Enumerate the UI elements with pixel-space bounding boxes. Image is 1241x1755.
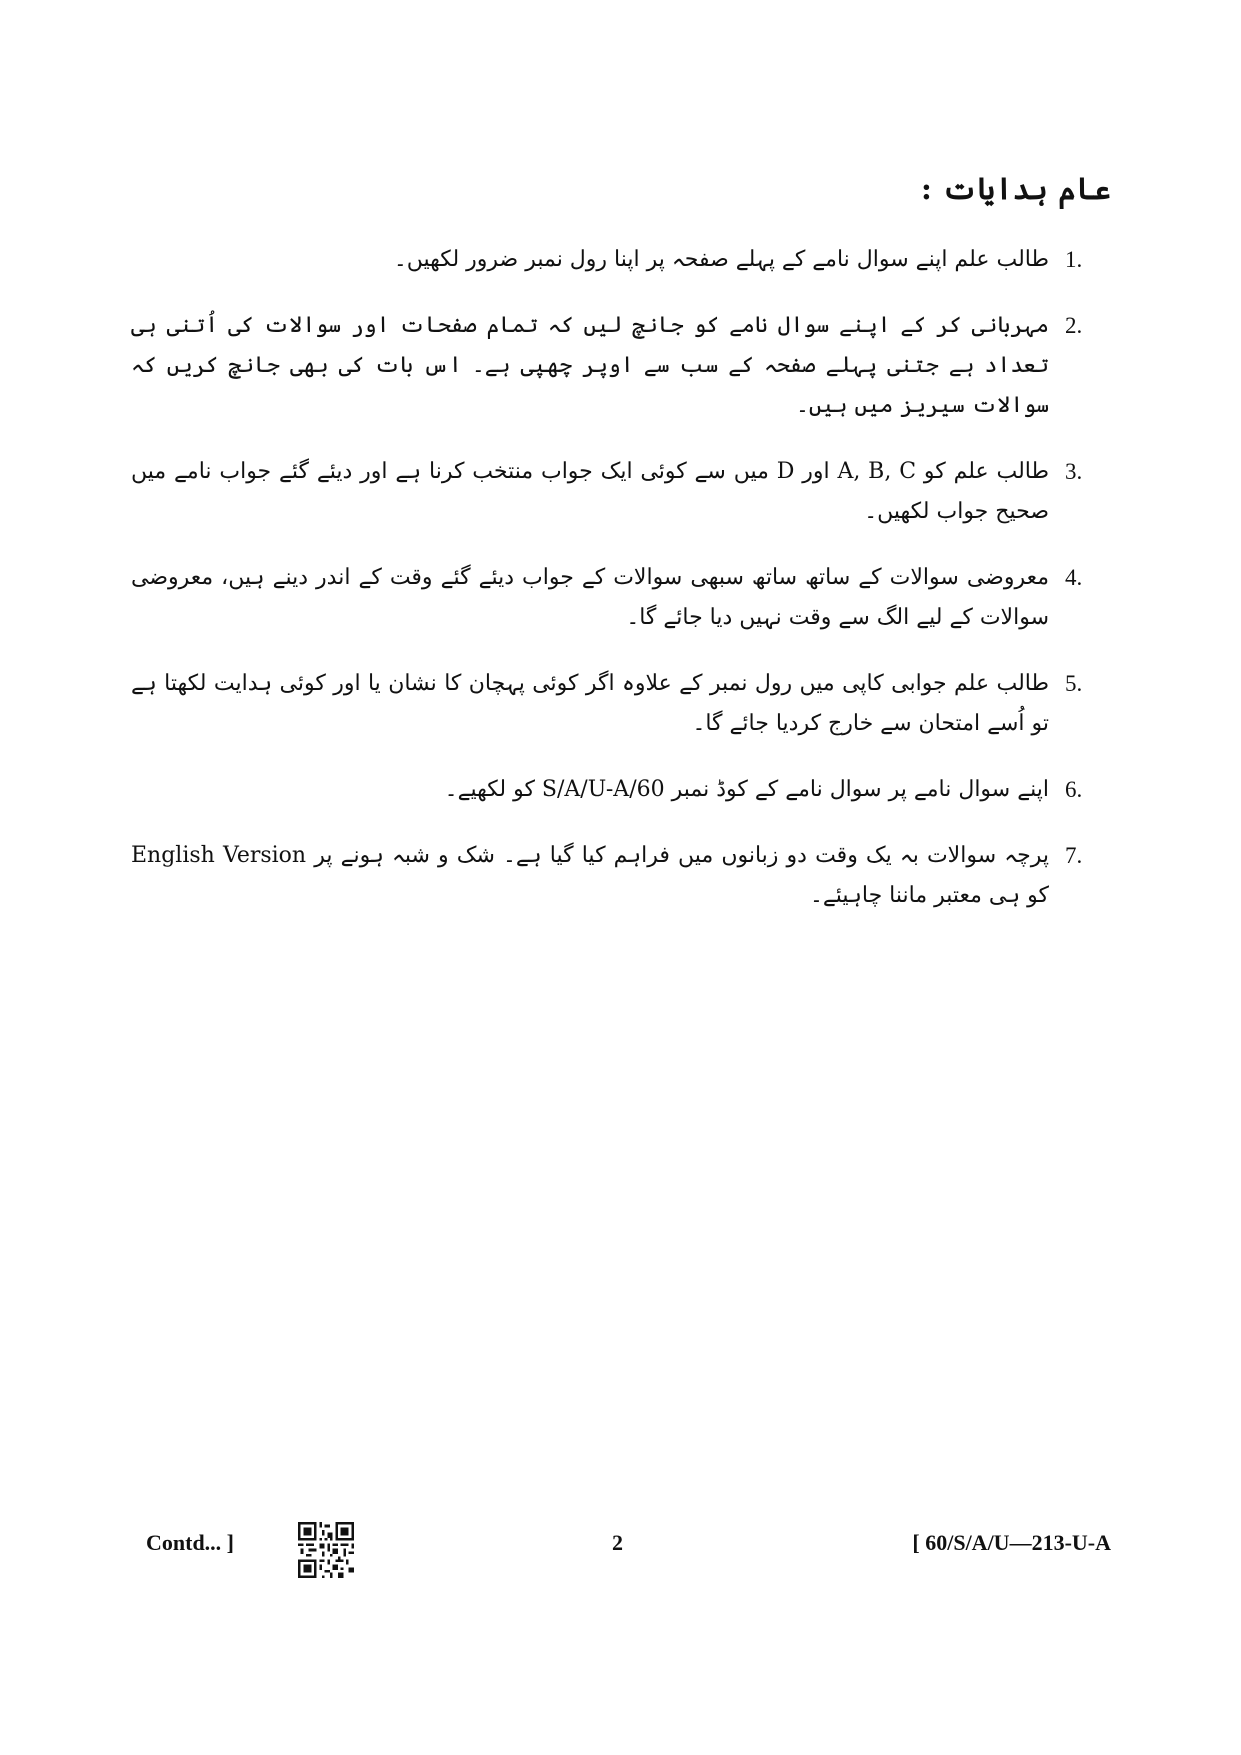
continued-label: Contd... ]: [146, 1530, 235, 1555]
qr-code-icon: [298, 1522, 354, 1578]
instruction-number: 3.: [1065, 459, 1083, 484]
instruction-number: 1.: [1065, 247, 1083, 272]
paper-code: [ 60/S/A/U—213-U-A: [912, 1530, 1111, 1555]
instruction-item: [131, 240, 1111, 280]
instruction-number: 7.: [1065, 843, 1083, 868]
instructions-list: [131, 240, 1111, 942]
instruction-item: [131, 664, 1111, 744]
instruction-text: معروضی سوالات کے ساتھ ساتھ سبھی سوالات کے جواب دیئے گئے وقت کے اندر دینے ہیں، معروضی سوالات کے لیے الگ سے وقت نہیں دیا جائے گا۔: [131, 565, 1049, 630]
instruction-number: 5.: [1065, 671, 1083, 696]
instruction-text: اپنے سوال نامے پر سوال نامے کے کوڈ نمبر 60/S/A/U-A کو لکھیے۔: [444, 777, 1049, 802]
page-number: 2: [612, 1530, 623, 1555]
instruction-text: مہربانی کر کے اپنے سوال نامے کو جانچ لیں کہ تمام صفحات اور سوالات کی اُتنی ہی تعداد ہے جتنی پہلے صفحہ کے سب سے اوپر چھپی ہے۔ اس بات کی بھی جانچ کریں کہ سوالات سیریز میں ہیں۔: [131, 313, 1049, 418]
instruction-item: [131, 306, 1111, 426]
instruction-text: طالب علم جوابی کاپی میں رول نمبر کے علاوہ اگر کوئی پہچان کا نشان یا اور کوئی ہدایت لکھتا ہے تو اُسے امتحان سے خارج کردیا جائے گا۔: [131, 671, 1049, 736]
instruction-item: [131, 836, 1111, 916]
page-footer: [0, 1522, 1241, 1582]
instruction-text: طالب علم اپنے سوال نامے کے پہلے صفحہ پر اپنا رول نمبر ضرور لکھیں۔: [393, 247, 1049, 272]
instruction-item: [131, 770, 1111, 810]
instruction-text: طالب علم کو A, B, C اور D میں سے کوئی ایک جواب منتخب کرنا ہے اور دیئے گئے جواب نامے میں صحیح جواب لکھیں۔: [131, 459, 1049, 524]
instruction-text: پرچہ سوالات بہ یک وقت دو زبانوں میں فراہم کیا گیا ہے۔ شک و شبہ ہونے پر English Version کو ہی معتبر ماننا چاہیئے۔: [131, 843, 1050, 908]
instruction-item: [131, 558, 1111, 638]
instruction-item: [131, 452, 1111, 532]
instruction-number: 4.: [1065, 565, 1083, 590]
general-instructions-heading: عام ہدایات :: [920, 172, 1111, 207]
instruction-number: 6.: [1065, 777, 1083, 802]
instruction-number: 2.: [1065, 313, 1083, 338]
